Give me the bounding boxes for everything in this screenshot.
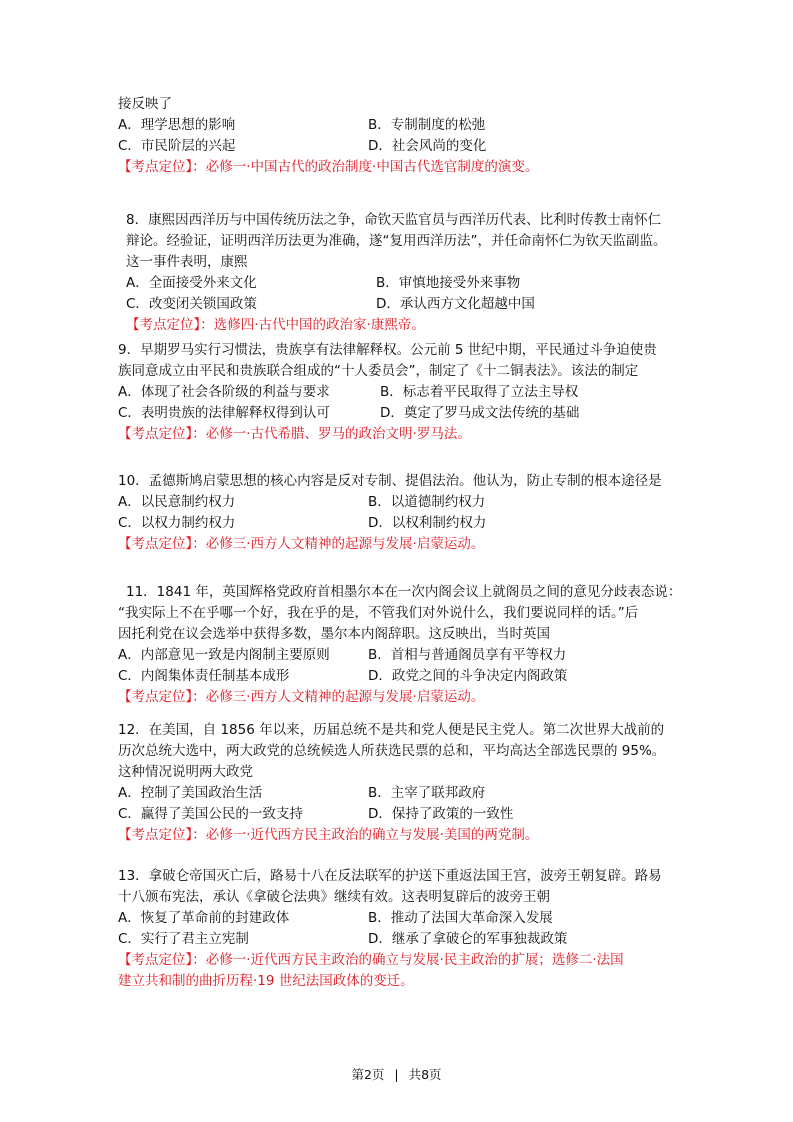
option-a: A．以民意制约权力 — [118, 494, 236, 510]
option-c: C．表明贵族的法律解释权得到认可 — [118, 405, 330, 421]
option-a: A．控制了美国政治生活 — [118, 785, 263, 801]
stem-line: 十八颁布宪法，承认《拿破仑法典》继续有效。这表明复辟后的波旁王朝 — [118, 889, 550, 905]
exam-point-note: 建立共和制的曲折历程·19 世纪法国政体的变迁。 — [118, 973, 414, 989]
exam-point-note: 【考点定位】：必修一·近代西方民主政治的确立与发展·民主政治的扩展；选修二·法国 — [118, 952, 624, 968]
option-b: B．主宰了联邦政府 — [368, 785, 486, 801]
page-total: 共8页 — [408, 1067, 442, 1082]
option-d: D．保持了政策的一致性 — [368, 806, 514, 822]
option-c: C．实行了君主立宪制 — [118, 931, 249, 947]
option-b: B．以道德制约权力 — [368, 494, 486, 510]
question-7-tail — [118, 94, 688, 178]
option-c: C．市民阶层的兴起 — [118, 138, 236, 154]
option-a: A．理学思想的影响 — [118, 117, 236, 133]
option-a: A．内部意见一致是内阁制主要原则 — [118, 647, 330, 663]
stem-line: “我实际上不在乎哪一个好，我在乎的是，不管我们对外说什么，我们要说同样的话。”后 — [118, 605, 639, 621]
question-12 — [118, 720, 688, 846]
stem-line: 辩论。经验证，证明西洋历法更为准确，遂“复用西洋历法”，并任命南怀仁为钦天监副监。 — [126, 233, 667, 249]
stem-line: 10．孟德斯鸠启蒙思想的核心内容是反对专制、提倡法治。他认为，防止专制的根本途径是 — [118, 473, 662, 489]
question-10 — [118, 471, 688, 555]
option-a: A．恢复了革命前的封建政体 — [118, 910, 290, 926]
exam-point-note: 【考点定位】：选修四·古代中国的政治家·康熙帝。 — [126, 317, 425, 333]
option-d: D．以权利制约权力 — [368, 515, 487, 531]
footer-separator: | — [394, 1067, 399, 1082]
option-a: A．全面接受外来文化 — [126, 275, 257, 291]
exam-point-note: 【考点定位】：必修一·古代希腊、罗马的政治文明·罗马法。 — [118, 426, 471, 442]
option-d: D．继承了拿破仑的军事独裁政策 — [368, 931, 568, 947]
exam-point-note: 【考点定位】：必修一·近代西方民主政治的确立与发展·美国的两党制。 — [118, 827, 539, 843]
option-c: C．赢得了美国公民的一致支持 — [118, 806, 303, 822]
option-b: B．首相与普通阁员享有平等权力 — [368, 647, 567, 663]
page-footer — [0, 1065, 793, 1083]
exam-point-note: 【考点定位】：必修三·西方人文精神的起源与发展·启蒙运动。 — [118, 689, 485, 705]
stem-line: 历次总统大选中，两大政党的总统候选人所获选民票的总和，平均高达全部选民票的 95%。 — [118, 743, 666, 759]
option-b: B．专制制度的松弛 — [368, 117, 486, 133]
option-d: D．政党之间的斗争决定内阁政策 — [368, 668, 568, 684]
option-a: A．体现了社会各阶级的利益与要求 — [118, 384, 330, 400]
question-8 — [118, 210, 696, 336]
question-13 — [118, 866, 688, 992]
page-number: 第2页 — [351, 1067, 385, 1082]
option-c: C．以权力制约权力 — [118, 515, 236, 531]
option-b: B．标志着平民取得了立法主导权 — [380, 384, 579, 400]
option-c: C．内阁集体责任制基本成形 — [118, 668, 290, 684]
stem-line: 12．在美国，自 1856 年以来，历届总统不是共和党人便是民主党人。第二次世界大战前的 — [118, 722, 665, 738]
stem-line: 因托利党在议会选举中获得多数，墨尔本内阁辞职。这反映出，当时英国 — [118, 626, 550, 642]
stem-line: 族同意成立由平民和贵族联合组成的“十人委员会”，制定了《十二铜表法》。该法的制定 — [118, 363, 639, 379]
option-d: D．社会风尚的变化 — [368, 138, 487, 154]
stem-line: 11．1841 年，英国辉格党政府首相墨尔本在一次内阁会议上就阁员之间的意见分歧表态说： — [126, 584, 682, 600]
exam-point-note: 【考点定位】：必修三·西方人文精神的起源与发展·启蒙运动。 — [118, 536, 485, 552]
option-d: D．奠定了罗马成文法传统的基础 — [380, 405, 580, 421]
option-b: B．审慎地接受外来事物 — [376, 275, 521, 291]
option-d: D．承认西方文化超越中国 — [376, 296, 535, 312]
question-9 — [118, 340, 688, 445]
exam-point-note: 【考点定位】：必修一·中国古代的政治制度·中国古代选官制度的演变。 — [118, 159, 539, 175]
stem-line: 这种情况说明两大政党 — [118, 764, 253, 780]
stem-line: 9．早期罗马实行习惯法，贵族享有法律解释权。公元前 5 世纪中期，平民通过斗争迫使贵 — [118, 342, 657, 358]
stem-line: 这一事件表明，康熙 — [126, 254, 248, 270]
stem-line: 8．康熙因西洋历与中国传统历法之争，命钦天监官员与西洋历代表、比利时传教士南怀仁 — [126, 212, 662, 228]
question-11 — [118, 582, 688, 708]
option-b: B．推动了法国大革命深入发展 — [368, 910, 553, 926]
stem-line: 接反映了 — [118, 96, 172, 112]
stem-line: 13．拿破仑帝国灭亡后，路易十八在反法联军的护送下重返法国王宫，波旁王朝复辟。路易 — [118, 868, 662, 884]
option-c: C．改变闭关锁国政策 — [126, 296, 257, 312]
